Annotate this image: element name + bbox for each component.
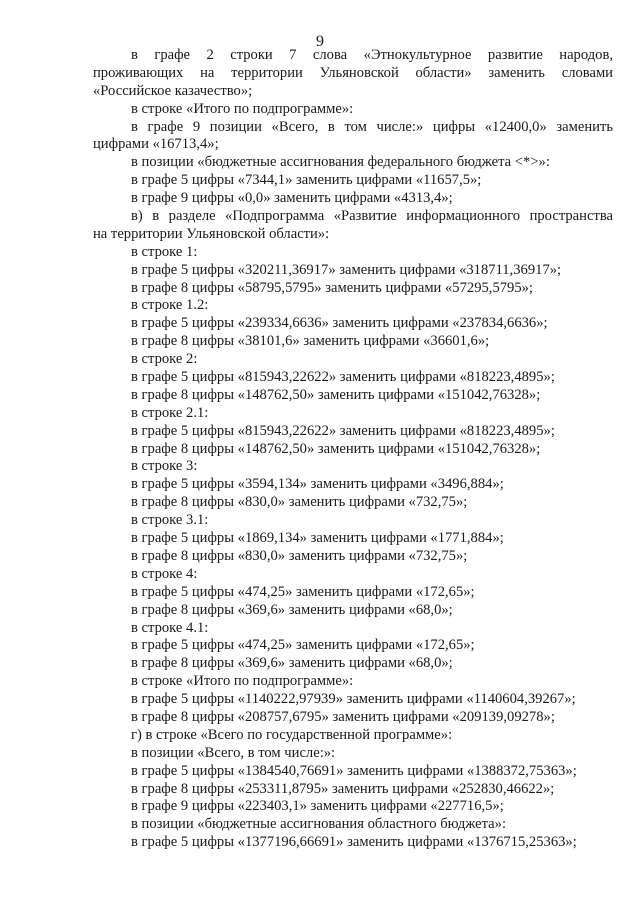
text-line: в графе 5 цифры «815943,22622» заменить цифрами «818223,4895»;	[131, 422, 555, 439]
text-line: в графе 9 позиции «Всего, в том числе:» цифры «12400,0» заменить	[131, 118, 613, 135]
text-line: в позиции «бюджетные ассигнования областного бюджета»:	[131, 816, 506, 833]
text-line: в графе 5 цифры «320211,36917» заменить цифрами «318711,36917»;	[131, 261, 562, 278]
text-line: в строке «Итого по подпрограмме»:	[131, 673, 354, 690]
text-line: проживающих на территории Ульяновской области» заменить словами	[93, 64, 613, 81]
text-line: в строке 3.1:	[131, 512, 209, 529]
text-line: в графе 8 цифры «253311,8795» заменить цифрами «252830,46622»;	[131, 780, 555, 797]
text-line: в графе 5 цифры «474,25» заменить цифрами «172,65»;	[131, 637, 475, 654]
text-line: в графе 5 цифры «1869,134» заменить цифрами «1771,884»;	[131, 530, 504, 547]
text-line: в графе 8 цифры «38101,6» заменить цифрами «36601,6»;	[131, 333, 490, 350]
text-line: в графе 5 цифры «1140222,97939» заменить цифрами «1140604,39267»;	[131, 691, 576, 708]
text-line: в графе 9 цифры «223403,1» заменить цифрами «227716,5»;	[131, 798, 504, 815]
text-line: цифрами «16713,4»;	[93, 136, 219, 153]
page-number: 9	[316, 33, 324, 50]
text-line: в строке 1:	[131, 243, 198, 260]
text-line: в позиции «Всего, в том числе:»:	[131, 744, 336, 761]
text-line: в графе 5 цифры «1384540,76691» заменить цифрами «1388372,75363»;	[131, 762, 577, 779]
text-line: в графе 8 цифры «830,0» заменить цифрами «732,75»;	[131, 547, 468, 564]
text-line: «Российское казачество»;	[93, 82, 253, 99]
document-body	[93, 47, 613, 852]
text-line: г) в строке «Всего по государственной программе»:	[131, 726, 453, 743]
text-line: в) в разделе «Подпрограмма «Развитие информационного пространства	[131, 208, 613, 225]
text-line: в графе 2 строки 7 слова «Этнокультурное развитие народов,	[131, 47, 613, 63]
text-line: в графе 8 цифры «830,0» заменить цифрами «732,75»;	[131, 494, 468, 511]
text-line: в строке 4.1:	[131, 619, 209, 636]
text-line: в строке 2.1:	[131, 404, 209, 421]
text-line: в графе 9 цифры «0,0» заменить цифрами «4313,4»;	[131, 190, 453, 207]
text-line: в графе 5 цифры «3594,134» заменить цифрами «3496,884»;	[131, 476, 504, 493]
text-line: в графе 8 цифры «208757,6795» заменить цифрами «209139,09278»;	[131, 708, 555, 725]
text-line: в графе 8 цифры «58795,5795» заменить цифрами «57295,5795»;	[131, 279, 533, 296]
text-line: в строке 3:	[131, 458, 198, 475]
text-line: в строке 4:	[131, 565, 198, 582]
text-line: в графе 8 цифры «369,6» заменить цифрами «68,0»;	[131, 655, 453, 672]
text-line: в графе 5 цифры «7344,1» заменить цифрами «11657,5»;	[131, 172, 482, 189]
text-line: в графе 8 цифры «369,6» заменить цифрами «68,0»;	[131, 601, 453, 618]
text-line: в позиции «бюджетные ассигнования федерального бюджета <*>»:	[131, 154, 550, 171]
text-line: в строке 2:	[131, 351, 198, 368]
text-line: в строке «Итого по подпрограмме»:	[131, 100, 354, 117]
text-line: в графе 8 цифры «148762,50» заменить цифрами «151042,76328»;	[131, 440, 541, 457]
text-line: в графе 8 цифры «148762,50» заменить цифрами «151042,76328»;	[131, 386, 541, 403]
text-line: в графе 5 цифры «239334,6636» заменить цифрами «237834,6636»;	[131, 315, 548, 332]
text-line: на территории Ульяновской области»:	[93, 225, 330, 242]
text-line: в графе 5 цифры «815943,22622» заменить цифрами «818223,4895»;	[131, 369, 555, 386]
text-line: в строке 1.2:	[131, 297, 209, 314]
text-line: в графе 5 цифры «474,25» заменить цифрами «172,65»;	[131, 583, 475, 600]
text-line: в графе 5 цифры «1377196,66691» заменить цифрами «1376715,25363»;	[131, 834, 577, 851]
